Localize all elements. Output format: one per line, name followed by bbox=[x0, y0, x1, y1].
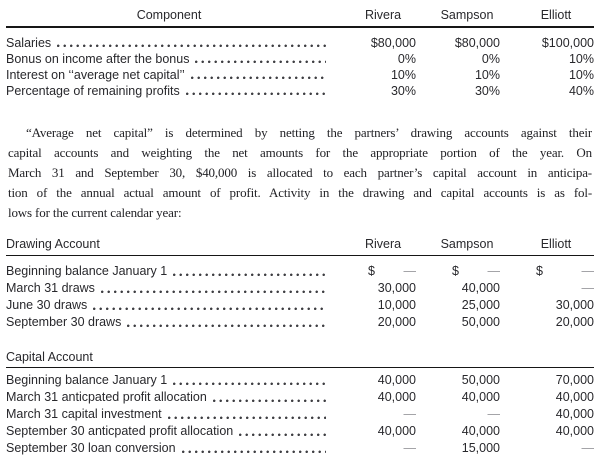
profit-components-header-row bbox=[6, 8, 594, 28]
currency-sign: $ bbox=[368, 264, 375, 278]
cell-value: 0% bbox=[397, 52, 416, 66]
table-row bbox=[6, 423, 594, 440]
drawing-account-body bbox=[6, 256, 594, 331]
cell-value: 40,000 bbox=[461, 390, 500, 404]
cell-value: 50,000 bbox=[461, 315, 500, 329]
cell-value: 40,000 bbox=[377, 373, 416, 387]
leader-dots bbox=[127, 324, 326, 328]
cell-value: 20,000 bbox=[555, 315, 594, 329]
capital-account-header-row bbox=[6, 350, 594, 368]
table-row bbox=[6, 297, 594, 314]
cell-value: 30% bbox=[474, 84, 500, 98]
cell-value: $80,000 bbox=[370, 36, 416, 50]
body-paragraph bbox=[8, 123, 592, 223]
leader-dots bbox=[191, 76, 326, 80]
leader-dots bbox=[213, 399, 326, 403]
cell-value: 40% bbox=[568, 84, 594, 98]
cell-value: 30% bbox=[390, 84, 416, 98]
column-header-rivera: Rivera bbox=[364, 8, 402, 22]
cell-value: 40,000 bbox=[555, 390, 594, 404]
currency-sign: $ bbox=[452, 264, 459, 278]
leader-dots bbox=[186, 92, 326, 96]
row-label: September 30 draws bbox=[6, 315, 122, 329]
cell-value: — bbox=[581, 281, 594, 295]
profit-components-table bbox=[6, 8, 594, 99]
table-row bbox=[6, 372, 594, 389]
cell-value: 40,000 bbox=[377, 390, 416, 404]
cell-value: 40,000 bbox=[555, 424, 594, 438]
table-row bbox=[6, 280, 594, 297]
row-label: Salaries bbox=[6, 36, 52, 50]
cell-value: 30,000 bbox=[555, 298, 594, 312]
column-header-drawing-account: Drawing Account bbox=[6, 237, 100, 251]
section-header-capital-account: Capital Account bbox=[6, 350, 93, 364]
leader-dots bbox=[239, 433, 326, 437]
paragraph-line: capital accounts and weighting the net amounts for the appropriate portion of the year. On bbox=[8, 145, 592, 160]
capital-account-body bbox=[6, 368, 594, 457]
cell-value: 40,000 bbox=[461, 281, 500, 295]
table-row bbox=[6, 51, 594, 67]
table-row bbox=[6, 440, 594, 457]
table-row bbox=[6, 35, 594, 51]
cell-value: $100,000 bbox=[541, 36, 594, 50]
table-row bbox=[6, 83, 594, 99]
cell-value bbox=[332, 263, 416, 280]
leader-dots bbox=[93, 307, 326, 311]
cell-value: 70,000 bbox=[555, 373, 594, 387]
cell-amount: — bbox=[487, 264, 500, 278]
cell-amount: — bbox=[403, 264, 416, 278]
table-row bbox=[6, 314, 594, 331]
column-header-elliott: Elliott bbox=[540, 8, 572, 22]
capital-account-table bbox=[6, 350, 594, 457]
table-row bbox=[6, 406, 594, 423]
currency-sign: $ bbox=[536, 264, 543, 278]
row-label: September 30 anticpated profit allocation bbox=[6, 424, 234, 438]
table-row bbox=[6, 67, 594, 83]
column-header-elliott: Elliott bbox=[540, 237, 572, 251]
leader-dots bbox=[182, 450, 326, 454]
row-label: March 31 draws bbox=[6, 281, 95, 295]
leader-dots bbox=[101, 290, 326, 294]
cell-value: 40,000 bbox=[461, 424, 500, 438]
column-header-rivera: Rivera bbox=[364, 237, 402, 251]
paragraph-line: lows for the current calendar year: bbox=[8, 205, 182, 220]
leader-dots bbox=[173, 273, 326, 277]
cell-value: 30,000 bbox=[377, 281, 416, 295]
column-header-sampson: Sampson bbox=[440, 237, 494, 251]
leader-dots bbox=[195, 60, 326, 64]
row-label: Beginning balance January 1 bbox=[6, 264, 168, 278]
cell-value: 50,000 bbox=[461, 373, 500, 387]
cell-value: — bbox=[487, 407, 500, 421]
cell-value: 10% bbox=[568, 52, 594, 66]
row-label: Beginning balance January 1 bbox=[6, 373, 168, 387]
cell-value: — bbox=[403, 441, 416, 455]
leader-dots bbox=[168, 416, 326, 420]
cell-value: 25,000 bbox=[461, 298, 500, 312]
column-header-component: Component bbox=[136, 8, 202, 22]
drawing-account-table bbox=[6, 237, 594, 331]
cell-value bbox=[500, 263, 594, 280]
leader-dots bbox=[57, 44, 326, 48]
table-row bbox=[6, 389, 594, 406]
cell-value: — bbox=[403, 407, 416, 421]
cell-value: 10% bbox=[474, 68, 500, 82]
row-label: March 31 anticpated profit allocation bbox=[6, 390, 207, 404]
cell-value: 10% bbox=[568, 68, 594, 82]
cell-value: — bbox=[581, 441, 594, 455]
cell-value bbox=[416, 263, 500, 280]
row-label: Bonus on income after the bonus bbox=[6, 52, 190, 66]
paragraph-line: March 31 and September 30, $40,000 is allocated to each partner’s capital account in anticipa- bbox=[8, 165, 592, 180]
row-label: Percentage of remaining profits bbox=[6, 84, 180, 98]
cell-value: 10,000 bbox=[377, 298, 416, 312]
paragraph-line: “Average net capital” is determined by netting the partners’ drawing accounts against their bbox=[26, 125, 592, 140]
row-label: June 30 draws bbox=[6, 298, 88, 312]
column-header-sampson: Sampson bbox=[440, 8, 494, 22]
cell-value: 0% bbox=[481, 52, 500, 66]
row-label: September 30 loan conversion bbox=[6, 441, 176, 455]
table-row bbox=[6, 263, 594, 280]
cell-amount: — bbox=[581, 264, 594, 278]
drawing-account-header-row bbox=[6, 237, 594, 256]
cell-value: $80,000 bbox=[454, 36, 500, 50]
paragraph-line: tion of the annual actual amount of profit. Activity in the drawing and capital accounts is as fol- bbox=[8, 185, 592, 200]
cell-value: 15,000 bbox=[461, 441, 500, 455]
cell-value: 40,000 bbox=[555, 407, 594, 421]
cell-value: 20,000 bbox=[377, 315, 416, 329]
cell-value: 10% bbox=[390, 68, 416, 82]
row-label: March 31 capital investment bbox=[6, 407, 162, 421]
leader-dots bbox=[173, 382, 326, 386]
cell-value: 40,000 bbox=[377, 424, 416, 438]
profit-components-body bbox=[6, 28, 594, 99]
row-label: Interest on ‘‘average net capital’’ bbox=[6, 68, 185, 82]
